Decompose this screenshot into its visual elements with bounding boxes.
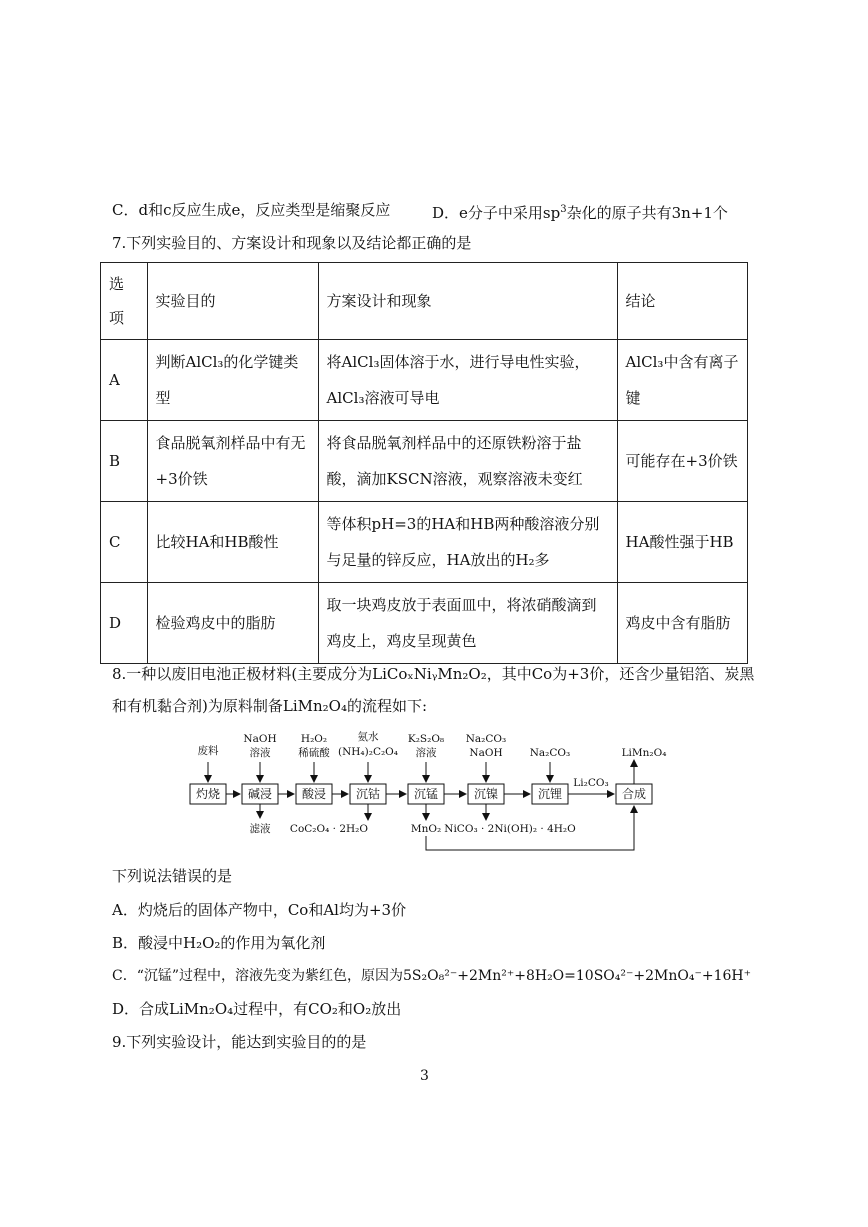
reagent-label: Na₂CO₃	[529, 747, 571, 759]
product-label: LiMn₂O₄	[621, 747, 667, 759]
row-option: C	[101, 502, 148, 583]
table-row	[101, 583, 748, 664]
q7-table	[100, 262, 748, 664]
reagent-label: 溶液	[249, 747, 271, 759]
q8-option-b: B．酸浸中H₂O₂的作用为氧化剂	[112, 934, 326, 952]
q6-option-d-pre: D．e分子中采用sp	[432, 204, 561, 222]
product-label: NiCO₃ · 2Ni(OH)₂ · 4H₂O	[444, 823, 576, 835]
table-header-row	[101, 263, 748, 340]
row-design: 将食品脱氧剂样品中的还原铁粉溶于盐酸，滴加KSCN溶液，观察溶液未变红	[318, 421, 617, 502]
reagent-label: NaOH	[243, 733, 277, 745]
step-label: 灼烧	[195, 787, 221, 801]
row-option: A	[101, 340, 148, 421]
q8-question: 下列说法错误的是	[112, 867, 233, 885]
reagent-label: NaOH	[469, 747, 503, 759]
table-row	[101, 340, 748, 421]
header-design: 方案设计和现象	[318, 263, 617, 340]
step-label: 沉钴	[355, 787, 381, 801]
step-label: 沉锰	[413, 787, 439, 801]
row-purpose: 食品脱氧剂样品中有无+3价铁	[147, 421, 318, 502]
step-label: 沉锂	[537, 787, 563, 801]
step-label: 碱浸	[247, 787, 273, 801]
step-label: 合成	[621, 787, 647, 801]
reagent-label: 稀硫酸	[298, 747, 330, 759]
row-design: 将AlCl₃固体溶于水，进行导电性实验，AlCl₃溶液可导电	[318, 340, 617, 421]
q7-stem: 7.下列实验目的、方案设计和现象以及结论都正确的是	[112, 234, 472, 252]
reagent-label: 氨水	[357, 731, 379, 743]
row-conclusion: AlCl₃中含有离子键	[617, 340, 747, 421]
row-purpose: 比较HA和HB酸性	[147, 502, 318, 583]
q6-option-d	[432, 200, 728, 223]
row-conclusion: HA酸性强于HB	[617, 502, 747, 583]
step-label: 沉镍	[473, 787, 499, 801]
reagent-label: K₂S₂O₈	[407, 733, 445, 745]
product-label: 滤液	[249, 823, 271, 835]
reagent-label: 溶液	[415, 747, 437, 759]
row-conclusion: 鸡皮中含有脂肪	[617, 583, 747, 664]
q8-stem-line1: 8.一种以废旧电池正极材料(主要成分为LiCoₓNiᵧMn₂O₂，其中Co为+3价，还含少量铝箔、炭黑	[112, 665, 755, 683]
product-label: CoC₂O₄ · 2H₂O	[289, 823, 368, 835]
step-label: 酸浸	[301, 787, 327, 801]
header-conclusion: 结论	[617, 263, 747, 340]
header-purpose: 实验目的	[147, 263, 318, 340]
q8-option-d: D．合成LiMn₂O₄过程中，有CO₂和O₂放出	[112, 1000, 402, 1018]
page-number: 3	[420, 1068, 429, 1084]
q9-stem: 9.下列实验设计，能达到实验目的的是	[112, 1033, 367, 1051]
q8-option-c: C．“沉锰”过程中，溶液先变为紫红色，原因为5S₂O₈²⁻+2Mn²⁺+8H₂O=10SO₄²⁻+2MnO₄⁻+16H⁺	[112, 968, 751, 984]
q6-option-d-sup: 3	[560, 204, 567, 215]
row-conclusion: 可能存在+3价铁	[617, 421, 747, 502]
reagent-label: Li₂CO₃	[573, 777, 609, 789]
reagent-label: H₂O₂	[300, 733, 328, 745]
reagent-label: 废料	[197, 745, 219, 757]
product-label: MnO₂	[410, 823, 442, 835]
row-purpose: 检验鸡皮中的脂肪	[147, 583, 318, 664]
header-option: 选项	[101, 263, 148, 340]
row-purpose: 判断AlCl₃的化学键类型	[147, 340, 318, 421]
row-design: 取一块鸡皮放于表面皿中，将浓硝酸滴到鸡皮上，鸡皮呈现黄色	[318, 583, 617, 664]
q8-option-a: A．灼烧后的固体产物中，Co和Al均为+3价	[112, 901, 407, 919]
reagent-label: Na₂CO₃	[465, 733, 507, 745]
q6-option-c: C．d和c反应生成e，反应类型是缩聚反应	[112, 201, 391, 219]
row-design: 等体积pH=3的HA和HB两种酸溶液分别与足量的锌反应，HA放出的H₂多	[318, 502, 617, 583]
row-option: B	[101, 421, 148, 502]
row-option: D	[101, 583, 148, 664]
table-row	[101, 502, 748, 583]
q6-option-d-post: 杂化的原子共有3n+1个	[566, 204, 728, 222]
process-flow-diagram	[180, 728, 680, 858]
q8-stem-line2: 和有机黏合剂)为原料制备LiMn₂O₄的流程如下:	[112, 697, 428, 715]
reagent-label: (NH₄)₂C₂O₄	[337, 746, 399, 758]
table-row	[101, 421, 748, 502]
